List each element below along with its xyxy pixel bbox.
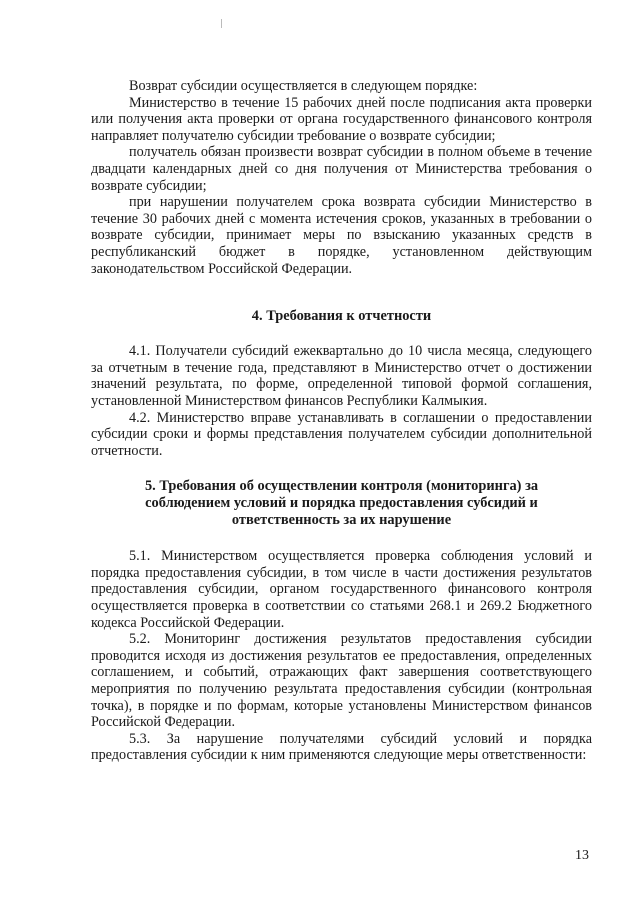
section-5-title-line-3: ответственность за их нарушение: [231, 512, 452, 529]
section-5-paragraph-3: 5.3. За нарушение получателями субсидий условий и порядка предоставления субсидии к ним применяются следующие меры ответственности:: [91, 730, 592, 764]
section-5-paragraph-1: 5.1. Министерством осуществляется проверка соблюдения условий и порядка предоставления субсидии, в том числе в части достижения результатов предоставления субсидии, органом государственного финансового контроля осуществляется проверка в соответствии со статьями 268.1 и 269.2 Бюджетного кодекса Российской Федерации.: [91, 548, 592, 631]
section-4-title: 4. Требования к отчетности: [251, 308, 432, 325]
document-body: [91, 78, 592, 764]
scan-mark: [221, 19, 222, 28]
section-4-paragraph-1: 4.1. Получатели субсидий ежеквартально до 10 числа месяца, следующего за отчетным в течение года, представляют в Министерство отчет о достижении значений результата, по форме, определенной типовой формой соглашения, установленной Министерством финансов Республики Калмыкия.: [91, 343, 592, 409]
intro-heading: Возврат субсидии осуществляется в следующем порядке:: [129, 78, 478, 94]
section-4-paragraph-2: 4.2. Министерство вправе устанавливать в соглашении о предоставлении субсидии сроки и формы представления получателем субсидии дополнительной отчетности.: [91, 409, 592, 459]
page-number: 13: [575, 848, 589, 863]
section-5-title: [91, 478, 592, 529]
section-5-paragraph-2: 5.2. Мониторинг достижения результатов предоставления субсидии проводится исходя из достижения результатов ее предоставления, определенных соглашением, и событий, отражающих факт завершения соответствующего мероприятия по получению результата предоставления субсидии (контрольная точка), в порядке и по формам, которые установлены Министерством финансов Российской Федерации.: [91, 631, 592, 731]
intro-paragraph-2: получатель обязан произвести возврат субсидии в полном объеме в течение двадцати календарных дней со дня получения от Министерства требования о возврате субсидии;: [91, 144, 592, 194]
section-5-title-line-2: соблюдением условий и порядка предоставления субсидий и: [145, 495, 538, 512]
intro-paragraph-3: при нарушении получателем срока возврата субсидии Министерство в течение 30 рабочих дней с момента истечения сроков, указанных в требовании о возврате субсидии, принимает меры по взысканию указанных средств в республиканский бюджет в порядке, установленном действующим законодательством Российской Федерации.: [91, 194, 592, 277]
intro-paragraph-1: Министерство в течение 15 рабочих дней после подписания акта проверки или получения акта проверки от органа государственного финансового контроля направляет получателю субсидии требование о возврате субсидии;: [91, 94, 592, 144]
section-5-title-line-1: 5. Требования об осуществлении контроля (мониторинга) за: [144, 478, 539, 495]
